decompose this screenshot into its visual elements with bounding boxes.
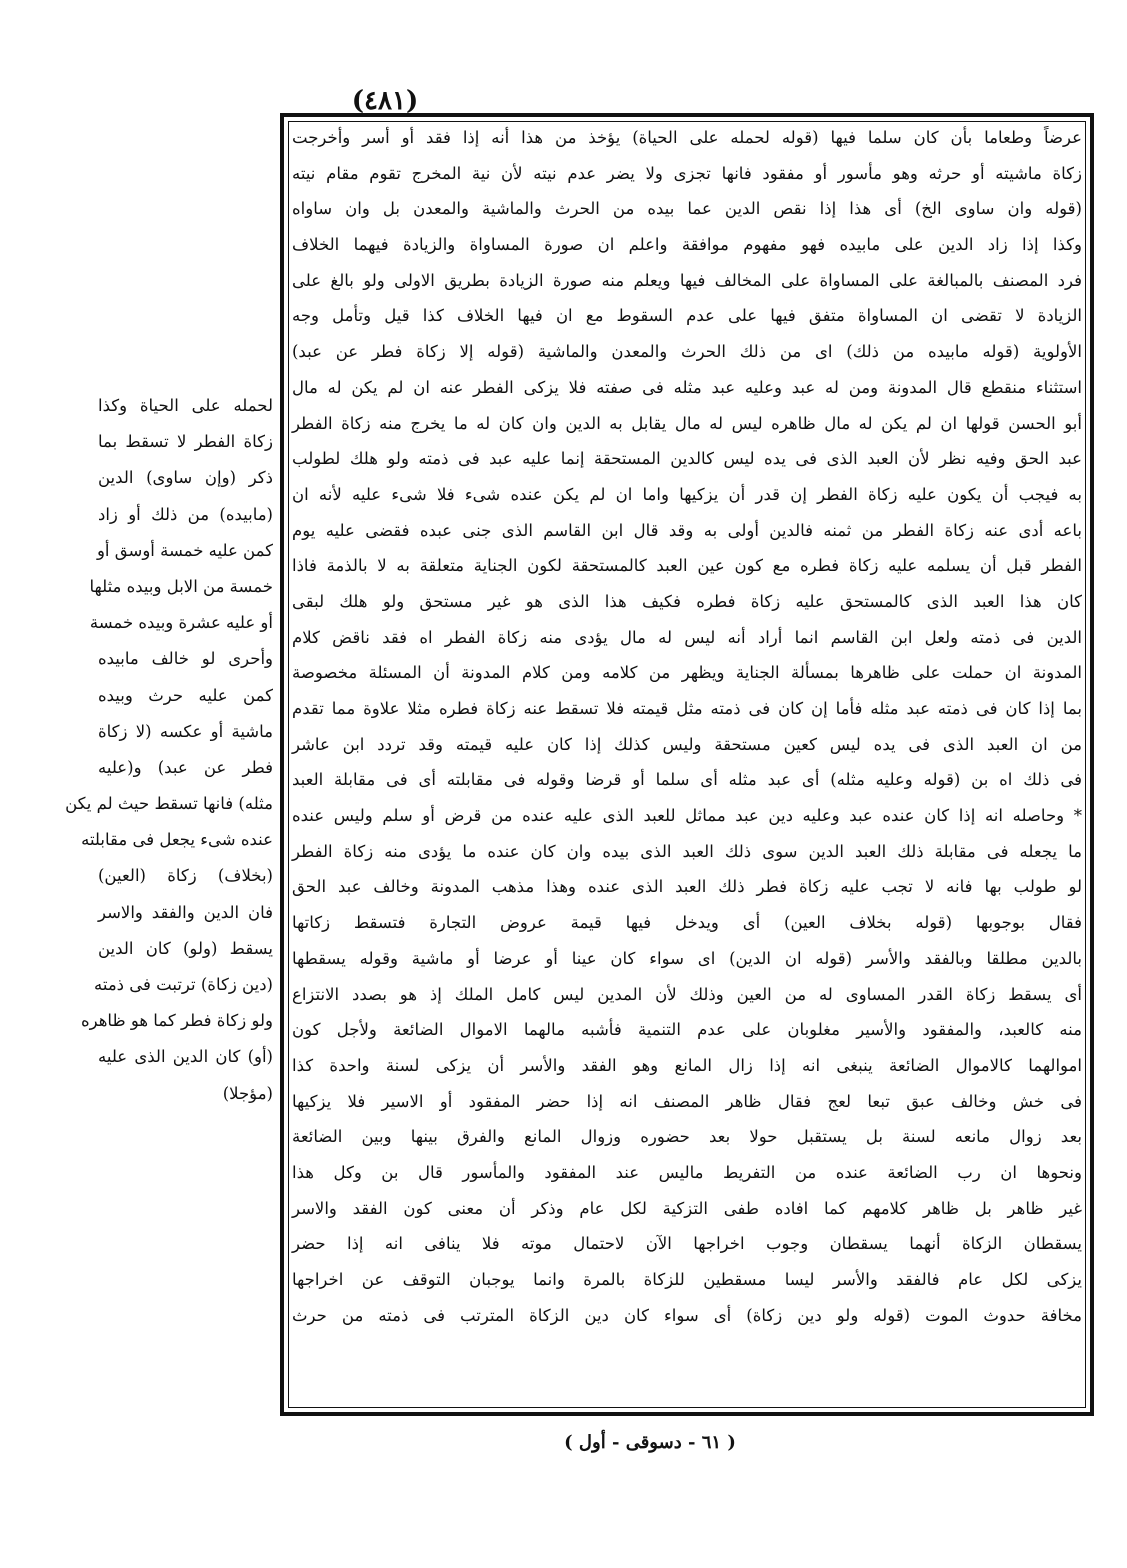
margin-line: (مؤجلا) xyxy=(222,1083,273,1103)
commentary-line: ما يجعله فى مقابلة ذلك العبد الدين سوى ذلك العبد الذى بيده وان كان عنده ما يؤدى منه زكاة الفطر xyxy=(292,841,1082,861)
commentary-line: لو طولب بها فانه لا تجب عليه زكاة فطر ذلك العبد الذى عنده وهذا مذهب المدونة وخالف عبد الحق xyxy=(292,877,1082,897)
commentary-line: ونحوها ان رب الضائعة عنده من التفريط ماليس عند المفقود والمأسور قال بن وكل هذا xyxy=(292,1162,1082,1182)
commentary-line: مخافة حدوث الموت (قوله ولو دين زكاة) أى سواء كان دين الزكاة المترتب فى ذمته من حرث xyxy=(292,1305,1082,1325)
commentary-line: * وحاصله انه إذا كان عنده عبد وعليه دين عبد مماثل للعبد الذى عليه عنده من قرض أو سلم وليس عنده xyxy=(292,806,1082,826)
commentary-line: استثناء منقطع قال المدونة ومن له عبد وعليه عبد مثله فى صفته فلا يزكى الفطر عنه ان لم يكن له مال xyxy=(292,377,1082,397)
commentary-line: فرد المصنف بالمبالغة على المساواة على المخالف فيها ويعلم منه صورة الزيادة بطريق الاولى ولو بالغ على xyxy=(292,270,1082,290)
commentary-line: زكاة ماشيته أو حرثه وهو مأسور أو مفقود فانها تجزى ولا يضر عدم نيته لأن نية المخرج تقوم مقام نيته xyxy=(292,163,1082,183)
commentary-line: أبو الحسن قولها ان لم يكن له مال ظاهره ليس له مال يقابل به الدين وان كان له ما يخرج منه زكاة الفطر xyxy=(292,413,1082,433)
commentary-line: أى يسقط زكاة القدر المساوى له من العين وذلك لأن المدين ليس كامل الملك إذ هو بصدد الانتزاع xyxy=(292,984,1082,1004)
commentary-line: فى ذلك اه بن (قوله وعليه مثله) أى عبد مثله أى سلما أو قرضا وقوله فى مقابلته أى فى مقابلة العبد xyxy=(292,770,1082,790)
margin-line: ولو زكاة فطر كما هو ظاهره xyxy=(80,1011,273,1031)
commentary-line: وكذا إذا زاد الدين على مابيده فهو مفهوم موافقة واعلم ان صورة المساواة والزيادة فيهما الخلاف xyxy=(292,235,1082,255)
commentary-line: منه كالعبد، والمفقود والأسير مغلوبان على عدم التنمية فأشبه مالهما الاموال الضائعة ولأجل كون xyxy=(292,1020,1082,1040)
commentary-line: بما إذا كان فى ذمته عبد مثله فأما إن كان فى ذمته مثل قيمته فلا تسقط عنه زكاة فطره مثلا علاوة مما تقدم xyxy=(292,699,1082,718)
margin-line: عنده شىء يجعل فى مقابلته xyxy=(81,830,273,850)
margin-line: (مابيده) من ذلك أو زاد xyxy=(98,504,273,524)
margin-line: مثله) فانها تسقط حيث لم يكن xyxy=(65,794,273,814)
margin-line: خمسة من الابل وبيده مثلها xyxy=(89,576,273,596)
commentary-line: الزيادة لا تقضى ان المساواة متفق فيها على عدم السقوط مع ان فيها الخلاف كذا قيل وتأمل وجه xyxy=(292,306,1082,326)
margin-line: ذكر (وإن ساوى) الدين xyxy=(98,468,273,488)
commentary-line: به فيجب أن يكون عليه زكاة الفطر إن قدر أن يزكيها واما ان لم يكن عنده شىء فلا شىء عليه لأنه ان xyxy=(292,484,1083,504)
margin-line: كمن عليه حرث وبيده xyxy=(98,685,273,705)
commentary-line: كان هذا العبد الذى كالمستحق عليه زكاة فطره فكيف هذا الذى هو غير مستحق ولو هلك لبقى xyxy=(292,591,1082,611)
commentary-line: عبد الحق وفيه نظر لأن العبد الذى فى يده ليس كالدين المستحقة إنما عليه عبد فى ذمته ولو هلك لطولب xyxy=(292,449,1082,469)
commentary-line: من ان العبد الذى فى يده ليس كعين مستحقة وليس كذلك إذا كان عليه قيمته وقد تردد ابن عاشر xyxy=(292,734,1082,754)
commentary-line: غير ظاهر بل ظاهر كلامهم كما افاده طفى التزكية لكل عام وذكر أن معنى كون الفقد والاسر xyxy=(292,1198,1082,1218)
margin-line: أو عليه عشرة وبيده خمسة xyxy=(89,613,273,633)
margin-line: فان الدين والفقد والاسر xyxy=(98,902,273,922)
commentary-line: الأولوية (قوله مابيده من ذلك) اى من ذلك الحرث والمعدن والماشية (قوله إلا زكاة فطر عن عبد) xyxy=(292,342,1082,362)
page-number: (٤٨١) xyxy=(351,86,419,116)
commentary-line: بالدين مطلقا وبالفقد والأسر (قوله ان الدين) اى سواء كان عينا أو عرضا أو ماشية وقوله يسقطها xyxy=(292,948,1082,968)
margin-matn-text xyxy=(65,388,273,1112)
margin-line: وأحرى لو خالف مابيده xyxy=(98,649,273,669)
margin-line: لحمله على الحياة وكذا xyxy=(98,396,273,415)
commentary-line: فى خش وخالف عبق تبعا لعج فقال ظاهر المصنف انه إذا حضر المفقود أو الاسير فلا يزكيها xyxy=(292,1091,1082,1111)
commentary-line: اموالهما كالاموال الضائعة ينبغى انه إذا زال المانع وهو الفقد والأسر أن يزكى لسنة واحدة كذا xyxy=(292,1055,1082,1075)
commentary-line: باعه أدى عنه زكاة الفطر من ثمنه فالدين أولى به وقد قال ابن القاسم الذى جنى عبده فقضى عليه يوم xyxy=(292,520,1082,540)
margin-line: ماشية أو عكسه (لا زكاة xyxy=(98,721,273,741)
margin-line: (بخلاف) زكاة (العين) xyxy=(98,866,273,886)
commentary-line: المدونة ان حملت على ظاهرها بمسألة الجناية ويظهر من كلامه ومن كلام المدونة أن المسئلة مخصوصة xyxy=(292,663,1082,683)
margin-line: كمن عليه خمسة أوسق أو xyxy=(96,540,273,560)
commentary-line: (قوله وان ساوى الخ) أى هذا إذا نقص الدين عما بيده من الحرث والماشية والمعدن بل وان ساواه xyxy=(292,199,1082,219)
commentary-line: فقال بوجوبها (قوله بخلاف العين) أى ويدخل فيها قيمة عروض التجارة فتسقط زكاتها xyxy=(292,913,1082,933)
margin-line: (أو) كان الدين الذى عليه xyxy=(98,1047,273,1067)
commentary-line: عرضاً وطعاما بأن كان سلما فيها (قوله لحمله على الحياة) يؤخذ من هذا أنه إذا فقد أو أسر وأخرجت xyxy=(292,128,1082,147)
margin-line: يسقط (ولو) كان الدين xyxy=(98,938,273,958)
commentary-line: يزكى لكل عام فالفقد والأسر ليسا مسقطين للزكاة بالمرة وانما يوجبان التوقف عن اخراجها xyxy=(292,1270,1082,1289)
margin-line: (دين زكاة) ترتبت فى ذمته xyxy=(94,975,273,994)
commentary-line: الدين فى ذمته ولعل ابن القاسم انما أراد أنه ليس له مال يؤدى منه زكاة الفطر اه فقد ناقض كلام xyxy=(292,627,1082,647)
commentary-line: بعد زوال مانعه لسنة بل يستقبل حولا بعد حضوره وزوال المانع والفرق بينها وبين الضائعة xyxy=(292,1127,1082,1147)
commentary-line: الفطر قبل أن يسلمه عليه زكاة فطره مع كون عين العبد كالمستحقة لكون الجناية متعلقة به لا بالذمة فاذا xyxy=(292,556,1082,576)
commentary-body xyxy=(292,120,1082,1410)
margin-line: زكاة الفطر لا تسقط بما xyxy=(98,432,273,452)
margin-line: فطر عن عبد) و(عليه xyxy=(98,757,273,777)
footer-signature: ( ٦١ - دسوقى - أول ) xyxy=(564,1432,736,1453)
commentary-line: يسقطان الزكاة أنهما يسقطان وجوب اخراجها الآن لاحتمال موته فلا ينافى انه إذا حضر xyxy=(292,1234,1082,1254)
